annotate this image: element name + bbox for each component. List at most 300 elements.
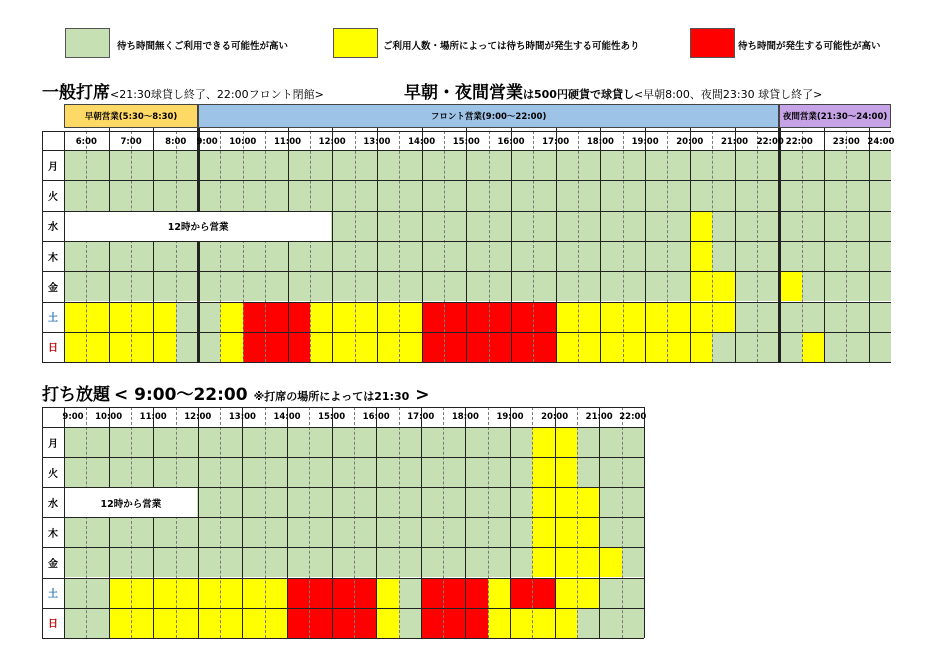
slot-cell: [599, 547, 622, 577]
time-tick: 15:00: [452, 137, 480, 147]
slot-cell: [824, 180, 847, 210]
slot-cell: [376, 427, 399, 457]
slot-cell: [466, 241, 489, 271]
slot-cell: [220, 241, 243, 271]
slot-cell: [64, 180, 87, 210]
slot-cell: [577, 608, 600, 638]
slot-cell: [510, 578, 533, 608]
slot-cell: [623, 332, 646, 362]
slot-cell: [444, 302, 467, 332]
slot-cell: [532, 427, 555, 457]
slot-cell: [622, 517, 645, 547]
time-tick: 20:00: [541, 412, 569, 422]
slot-cell: [465, 608, 488, 638]
slot-cell: [153, 241, 176, 271]
slot-cell: [600, 302, 623, 332]
slot-cell: [153, 271, 176, 301]
slot-cell: [600, 241, 623, 271]
half-hour-divider: [667, 131, 668, 362]
grid-line: [599, 407, 600, 638]
slot-cell: [109, 150, 132, 180]
legend-label-green: 待ち時間無くご利用できる可能性が高い: [117, 41, 289, 52]
day-label: 金: [48, 282, 58, 294]
slot-cell: [555, 517, 578, 547]
time-tick: 12:00: [184, 412, 212, 422]
slot-cell: [824, 332, 847, 362]
slot-cell: [555, 427, 578, 457]
slot-cell: [466, 271, 489, 301]
slot-cell: [623, 271, 646, 301]
day-label: 月: [48, 438, 58, 450]
slot-cell: [443, 547, 466, 577]
slot-cell: [511, 180, 534, 210]
slot-cell: [332, 150, 355, 180]
slot-cell: [690, 271, 713, 301]
slot-cell: [533, 150, 556, 180]
slot-cell: [399, 427, 422, 457]
slot-cell: [198, 180, 221, 210]
slot-cell: [198, 271, 221, 301]
slot-cell: [824, 302, 847, 332]
slot-cell: [176, 271, 199, 301]
slot-cell: [422, 271, 445, 301]
grid-line: [42, 180, 891, 181]
slot-cell: [265, 487, 288, 517]
slot-cell: [198, 241, 221, 271]
slot-cell: [422, 180, 445, 210]
slot-cell: [599, 487, 622, 517]
slot-cell: [622, 608, 645, 638]
grid-line: [42, 302, 891, 303]
slot-cell: [242, 547, 265, 577]
day-label: 土: [48, 313, 58, 325]
slot-cell: [354, 487, 377, 517]
slot-cell: [510, 487, 533, 517]
slot-cell: [64, 150, 87, 180]
slot-cell: [599, 517, 622, 547]
slot-cell: [422, 211, 445, 241]
slot-cell: [690, 332, 713, 362]
slot-cell: [533, 180, 556, 210]
time-tick: 19:00: [631, 137, 659, 147]
slot-cell: [465, 457, 488, 487]
slot-cell: [399, 150, 422, 180]
slot-cell: [176, 547, 199, 577]
day-label: 火: [48, 468, 58, 480]
slot-cell: [421, 457, 444, 487]
slot-cell: [735, 150, 758, 180]
slot-cell: [533, 211, 556, 241]
slot-cell: [198, 427, 221, 457]
slot-cell: [332, 211, 355, 241]
slot-cell: [355, 241, 378, 271]
slot-cell: [846, 150, 869, 180]
slot-cell: [489, 211, 512, 241]
slot-cell: [310, 302, 333, 332]
half-hour-divider: [309, 407, 310, 638]
slot-cell: [220, 302, 243, 332]
slot-cell: [220, 427, 243, 457]
slot-cell: [153, 547, 176, 577]
slot-cell: [220, 608, 243, 638]
grid-line: [42, 638, 644, 639]
slot-cell: [86, 332, 109, 362]
freeplay-time: < 9:00〜22:00: [114, 385, 248, 405]
slot-cell: [488, 547, 511, 577]
slot-cell: [735, 211, 758, 241]
slot-cell: [712, 150, 735, 180]
slot-cell: [287, 487, 310, 517]
half-hour-divider: [265, 407, 266, 638]
slot-cell: [109, 332, 132, 362]
slot-cell: [86, 150, 109, 180]
slot-cell: [153, 457, 176, 487]
grid-line: [42, 578, 644, 579]
slot-cell: [869, 271, 892, 301]
slot-cell: [153, 578, 176, 608]
slot-cell: [578, 271, 601, 301]
slot-cell: [377, 332, 400, 362]
half-hour-divider: [757, 131, 758, 362]
slot-cell: [422, 302, 445, 332]
freeplay-heading: [42, 380, 430, 405]
slot-cell: [443, 427, 466, 457]
slot-cell: [376, 517, 399, 547]
slot-cell: [757, 150, 780, 180]
slot-cell: [556, 211, 579, 241]
half-hour-divider: [846, 131, 847, 362]
legend-swatch-yellow: [333, 28, 378, 58]
slot-cell: [399, 487, 422, 517]
slot-cell: [690, 180, 713, 210]
slot-cell: [869, 150, 892, 180]
slot-cell: [599, 427, 622, 457]
slot-cell: [109, 578, 132, 608]
slot-cell: [131, 578, 154, 608]
slot-cell: [309, 517, 332, 547]
slot-cell: [220, 547, 243, 577]
slot-cell: [198, 547, 221, 577]
slot-cell: [532, 457, 555, 487]
slot-cell: [376, 487, 399, 517]
time-tick: 16:00: [362, 412, 390, 422]
slot-cell: [332, 578, 355, 608]
early-night-note: <早朝8:00、夜間23:30 球貸し終了>: [633, 88, 823, 101]
slot-cell: [846, 302, 869, 332]
general-heading: [42, 78, 324, 103]
slot-cell: [354, 517, 377, 547]
slot-cell: [243, 302, 266, 332]
slot-cell: [802, 302, 825, 332]
slot-cell: [242, 427, 265, 457]
slot-cell: [466, 180, 489, 210]
time-tick: 13:00: [363, 137, 391, 147]
slot-cell: [779, 211, 802, 241]
slot-cell: [712, 211, 735, 241]
slot-cell: [399, 547, 422, 577]
slot-cell: [198, 332, 221, 362]
slot-cell: [376, 578, 399, 608]
slot-cell: [265, 150, 288, 180]
slot-cell: [578, 241, 601, 271]
slot-cell: [310, 332, 333, 362]
slot-cell: [735, 271, 758, 301]
early-night-subtitle: は500円硬貨で球貸し: [523, 88, 634, 101]
slot-cell: [198, 578, 221, 608]
slot-cell: [645, 332, 668, 362]
slot-cell: [599, 578, 622, 608]
slot-cell: [153, 302, 176, 332]
slot-cell: [399, 241, 422, 271]
slot-cell: [153, 427, 176, 457]
half-hour-divider: [533, 131, 534, 362]
time-tick: 18:00: [451, 412, 479, 422]
slot-cell: [354, 427, 377, 457]
grid-line: [64, 131, 65, 362]
time-tick: 15:00: [318, 412, 346, 422]
slot-cell: [489, 332, 512, 362]
slot-cell: [265, 271, 288, 301]
slot-cell: [109, 427, 132, 457]
slot-cell: [645, 211, 668, 241]
slot-cell: [690, 150, 713, 180]
half-hour-divider: [243, 131, 244, 362]
slot-cell: [242, 578, 265, 608]
slot-cell: [690, 302, 713, 332]
time-tick: 22:00: [619, 412, 647, 422]
slot-cell: [153, 517, 176, 547]
half-hour-divider: [265, 131, 266, 362]
grid-line: [421, 407, 422, 638]
slot-cell: [421, 517, 444, 547]
slot-cell: [555, 457, 578, 487]
slot-cell: [465, 427, 488, 457]
day-label: 日: [48, 343, 58, 355]
slot-cell: [465, 547, 488, 577]
slot-cell: [109, 180, 132, 210]
half-hour-divider: [489, 131, 490, 362]
time-tick: 6:00: [75, 137, 97, 147]
slot-cell: [399, 180, 422, 210]
slot-cell: [466, 211, 489, 241]
slot-cell: [399, 608, 422, 638]
slot-cell: [64, 427, 87, 457]
slot-cell: [802, 150, 825, 180]
slot-cell: [86, 457, 109, 487]
slot-cell: [176, 332, 199, 362]
slot-cell: [377, 302, 400, 332]
slot-cell: [779, 150, 802, 180]
slot-cell: [287, 427, 310, 457]
slot-cell: [131, 180, 154, 210]
slot-cell: [242, 517, 265, 547]
slot-cell: [556, 241, 579, 271]
slot-cell: [556, 150, 579, 180]
slot-cell: [444, 271, 467, 301]
slot-cell: [623, 150, 646, 180]
slot-cell: [309, 487, 332, 517]
slot-cell: [577, 457, 600, 487]
slot-cell: [577, 427, 600, 457]
slot-cell: [288, 241, 311, 271]
day-label: 水: [48, 222, 58, 234]
slot-cell: [510, 547, 533, 577]
half-hour-divider: [443, 407, 444, 638]
slot-cell: [376, 457, 399, 487]
slot-cell: [109, 517, 132, 547]
slot-cell: [824, 211, 847, 241]
slot-cell: [645, 271, 668, 301]
slot-cell: [198, 150, 221, 180]
slot-cell: [421, 427, 444, 457]
slot-cell: [242, 608, 265, 638]
slot-cell: [802, 332, 825, 362]
slot-cell: [310, 150, 333, 180]
time-tick: 22:00: [756, 137, 784, 147]
slot-cell: [555, 547, 578, 577]
general-title-note: <21:30球貸し終了、22:00フロント閉館>: [110, 88, 324, 101]
slot-cell: [802, 241, 825, 271]
slot-cell: [578, 332, 601, 362]
slot-cell: [489, 180, 512, 210]
slot-cell: [735, 241, 758, 271]
slot-cell: [265, 427, 288, 457]
slot-cell: [332, 547, 355, 577]
slot-cell: [532, 487, 555, 517]
slot-cell: [354, 608, 377, 638]
grid-line: [242, 407, 243, 638]
slot-cell: [511, 332, 534, 362]
early-night-heading: [404, 78, 822, 103]
slot-cell: [86, 241, 109, 271]
slot-cell: [578, 180, 601, 210]
half-hour-divider: [176, 407, 177, 638]
slot-cell: [443, 517, 466, 547]
slot-cell: [511, 302, 534, 332]
half-hour-divider: [86, 131, 87, 362]
slot-cell: [623, 211, 646, 241]
slot-cell: [465, 487, 488, 517]
slot-cell: [309, 608, 332, 638]
grid-line: [42, 131, 891, 132]
grid-line: [198, 407, 199, 638]
slot-cell: [712, 241, 735, 271]
time-tick: 18:00: [586, 137, 614, 147]
slot-cell: [265, 517, 288, 547]
slot-cell: [421, 487, 444, 517]
slot-cell: [645, 180, 668, 210]
slot-cell: [422, 150, 445, 180]
closed-note: 12時から営業: [65, 488, 197, 517]
time-tick: 21:00: [720, 137, 749, 147]
half-hour-divider: [532, 407, 533, 638]
legend-label-red: 待ち時間が発生する可能性が高い: [738, 41, 881, 52]
slot-cell: [757, 180, 780, 210]
slot-cell: [622, 487, 645, 517]
slot-cell: [869, 332, 892, 362]
slot-cell: [556, 302, 579, 332]
slot-cell: [488, 608, 511, 638]
time-tick: 11:00: [139, 412, 167, 422]
grid-line: [376, 407, 377, 638]
day-label: 木: [48, 252, 58, 264]
slot-cell: [489, 150, 512, 180]
slot-cell: [153, 180, 176, 210]
slot-cell: [287, 457, 310, 487]
slot-cell: [399, 332, 422, 362]
slot-cell: [779, 271, 802, 301]
slot-cell: [131, 547, 154, 577]
slot-cell: [287, 517, 310, 547]
legend-swatch-green: [65, 28, 110, 58]
slot-cell: [578, 150, 601, 180]
slot-cell: [869, 180, 892, 210]
slot-cell: [86, 608, 109, 638]
slot-cell: [444, 180, 467, 210]
grid-line: [644, 407, 645, 638]
slot-cell: [109, 241, 132, 271]
grid-line: [555, 407, 556, 638]
half-hour-divider: [802, 131, 803, 362]
grid-line: [824, 104, 825, 362]
time-tick: 17:00: [542, 137, 570, 147]
slot-cell: [265, 180, 288, 210]
half-hour-divider: [444, 131, 445, 362]
slot-cell: [332, 427, 355, 457]
slot-cell: [131, 241, 154, 271]
slot-cell: [399, 457, 422, 487]
slot-cell: [176, 578, 199, 608]
grid-line: [42, 332, 891, 333]
slot-cell: [757, 271, 780, 301]
slot-cell: [131, 608, 154, 638]
slot-cell: [176, 241, 199, 271]
slot-cell: [265, 547, 288, 577]
slot-cell: [64, 517, 87, 547]
slot-cell: [532, 578, 555, 608]
grid-line: [42, 547, 644, 548]
closed-note: 12時から営業: [65, 212, 331, 241]
half-hour-divider: [354, 407, 355, 638]
slot-cell: [712, 302, 735, 332]
slot-cell: [488, 487, 511, 517]
slot-cell: [489, 302, 512, 332]
slot-cell: [176, 180, 199, 210]
slot-cell: [288, 332, 311, 362]
slot-cell: [846, 211, 869, 241]
slot-cell: [444, 332, 467, 362]
slot-cell: [846, 180, 869, 210]
slot-cell: [354, 547, 377, 577]
time-tick: 13:00: [228, 412, 256, 422]
slot-cell: [735, 302, 758, 332]
slot-cell: [779, 332, 802, 362]
slot-cell: [399, 578, 422, 608]
freeplay-note: ※打席の場所によっては21:30: [253, 390, 410, 403]
section-header: 夜間営業(21:30〜24:00): [779, 104, 891, 128]
slot-cell: [220, 457, 243, 487]
slot-cell: [265, 578, 288, 608]
slot-cell: [288, 302, 311, 332]
slot-cell: [622, 578, 645, 608]
slot-cell: [288, 150, 311, 180]
slot-cell: [667, 302, 690, 332]
slot-cell: [309, 457, 332, 487]
slot-cell: [869, 211, 892, 241]
slot-cell: [510, 427, 533, 457]
slot-cell: [86, 302, 109, 332]
early-night-title: 早朝・夜間営業: [404, 83, 523, 103]
